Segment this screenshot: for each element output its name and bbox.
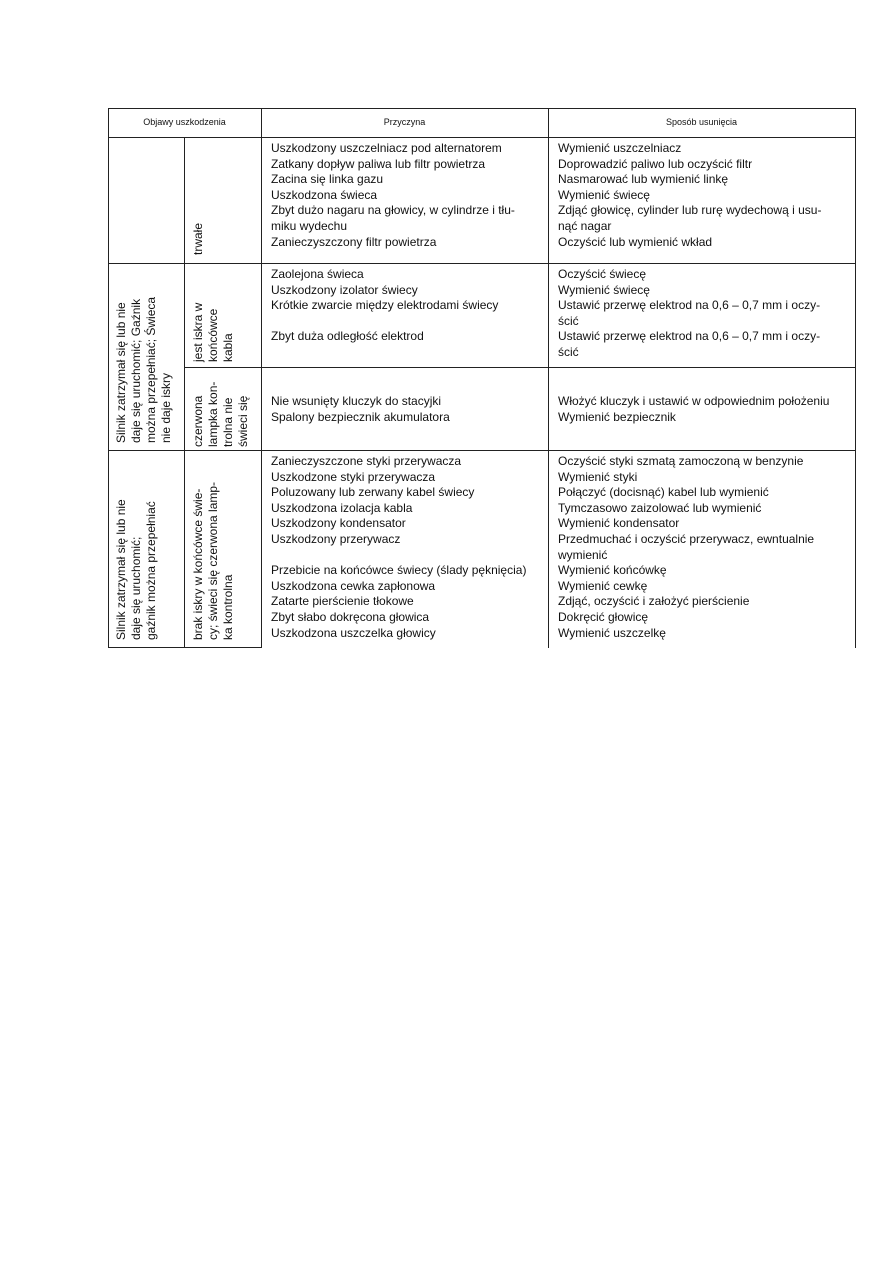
list-item: Uszkodzona cewka zapłonowa xyxy=(271,578,436,593)
list-item: Wymienić uszczelniacz xyxy=(558,141,682,155)
list-item: Zanieczyszczone styki przerywacza xyxy=(271,454,462,468)
header-divider xyxy=(108,137,856,138)
list-item xyxy=(271,314,498,330)
list-item: Zanieczyszczony filtr powietrza xyxy=(271,234,437,249)
list-item: Krótkie zwarcie między elektrodami świecy xyxy=(271,298,499,313)
list-item: wymienić xyxy=(558,547,608,562)
section1-sub-label: trwałe xyxy=(191,222,205,255)
list-item: Tymczasowo zaizolować lub wymienić xyxy=(558,500,762,515)
list-item: Wymienić końcówkę xyxy=(558,563,667,578)
section2-sub-b-remedies xyxy=(558,394,829,425)
header-remedy: Sposób usunięcia xyxy=(665,117,738,127)
list-item: Uszkodzone styki przerywacza xyxy=(271,469,436,484)
list-item: Zatkany dopływ paliwa lub filtr powietrza xyxy=(271,156,486,171)
list-item: nąć nagar xyxy=(558,218,612,233)
list-item: Zdjąć głowicę, cylinder lub rurę wydechową i usu- xyxy=(558,203,822,218)
section3-remedies xyxy=(558,454,814,641)
list-item: Połączyć (docisnąć) kabel lub wymienić xyxy=(558,485,769,500)
table-border-top xyxy=(108,108,856,109)
column-divider xyxy=(548,108,549,648)
list-item: Zbyt słabo dokręcona głowica xyxy=(271,609,430,624)
list-item: Wymienić bezpiecznik xyxy=(558,409,676,424)
list-item: Uszkodzona izolacja kabla xyxy=(271,500,413,515)
list-item xyxy=(271,548,526,564)
column-divider xyxy=(184,137,185,648)
list-item: Uszkodzony kondensator xyxy=(271,516,406,531)
list-item: Uszkodzona uszczelka głowicy xyxy=(271,625,436,640)
list-item: Spalony bezpiecznik akumulatora xyxy=(271,409,450,424)
list-item: Zdjąć, oczyścić i założyć pierścienie xyxy=(558,594,750,609)
list-item: Wymienić styki xyxy=(558,469,638,484)
list-item: Wymienić cewkę xyxy=(558,578,648,593)
list-item: Wymienić świecę xyxy=(558,282,650,297)
list-item: ścić xyxy=(558,313,579,328)
row-divider xyxy=(108,263,856,264)
section2-sub-a-label: jest iskra w końcówce kabla xyxy=(191,302,235,362)
list-item: Oczyścić lub wymienić wkład xyxy=(558,234,713,249)
list-item: Włożyć kluczyk i ustawić w odpowiednim położeniu xyxy=(558,394,830,408)
section3-causes xyxy=(271,454,526,641)
row-divider xyxy=(184,367,856,368)
list-item: Przebicie na końcówce świecy (ślady pęknięcia) xyxy=(271,563,527,578)
section2-sub-a-remedies xyxy=(558,267,820,361)
section2-main-label: Silnik zatrzymał się lub nie daje się uruchomić; Gaźnik można przepełniać; Świeca nie daje iskry xyxy=(114,296,173,443)
list-item: Uszkodzona świeca xyxy=(271,187,378,202)
column-divider xyxy=(261,108,262,648)
list-item: Doprowadzić paliwo lub oczyścić filtr xyxy=(558,156,753,171)
list-item: Zbyt duża odległość elektrod xyxy=(271,329,424,344)
section3-main-label: Silnik zatrzymał się lub nie daje się uruchomić; gaźnik można przepełniać xyxy=(114,499,158,640)
section1-causes xyxy=(271,141,515,250)
list-item: Nie wsunięty kluczyk do stacyjki xyxy=(271,394,442,408)
list-item: Uszkodzony przerywacz xyxy=(271,531,401,546)
list-item: Zatarte pierścienie tłokowe xyxy=(271,594,414,609)
list-item: Nasmarować lub wymienić linkę xyxy=(558,172,729,187)
table-border-right xyxy=(855,108,856,648)
header-symptoms: Objawy uszkodzenia xyxy=(143,117,226,127)
list-item: Oczyścić świecę xyxy=(558,267,647,281)
section1-remedies xyxy=(558,141,821,250)
list-item: Uszkodzony izolator świecy xyxy=(271,282,418,297)
header-cause: Przyczyna xyxy=(383,117,426,127)
list-item: Zbyt dużo nagaru na głowicy, w cylindrze i tłu- xyxy=(271,203,515,218)
list-item: Wymienić kondensator xyxy=(558,516,680,531)
list-item: Uszkodzony uszczelniacz pod alternatorem xyxy=(271,141,502,155)
list-item: Zacina się linka gazu xyxy=(271,172,384,187)
section2-sub-b-label: czerwona lampka kon- trolna nie świeci się xyxy=(191,381,250,447)
list-item: Przedmuchać i oczyścić przerywacz, ewntualnie xyxy=(558,531,815,546)
list-item: Wymienić uszczelkę xyxy=(558,625,666,640)
list-item: miku wydechu xyxy=(271,218,348,233)
section3-sub-label: brak iskry w końcówce świe- cy; świeci się czerwona lamp- ka kontrolna xyxy=(191,481,235,640)
list-item: Ustawić przerwę elektrod na 0,6 – 0,7 mm i oczy- xyxy=(558,329,821,344)
row-divider xyxy=(108,450,856,451)
list-item: Oczyścić styki szmatą zamoczoną w benzynie xyxy=(558,454,804,468)
list-item: Poluzowany lub zerwany kabel świecy xyxy=(271,485,475,500)
list-item: Zaolejona świeca xyxy=(271,267,364,281)
list-item: Wymienić świecę xyxy=(558,187,650,202)
section2-sub-a-causes xyxy=(271,267,498,345)
list-item: ścić xyxy=(558,344,579,359)
list-item: Dokręcić głowicę xyxy=(558,609,649,624)
table-border-left xyxy=(108,108,109,648)
list-item: Ustawić przerwę elektrod na 0,6 – 0,7 mm i oczy- xyxy=(558,298,821,313)
section2-sub-b-causes xyxy=(271,394,450,425)
